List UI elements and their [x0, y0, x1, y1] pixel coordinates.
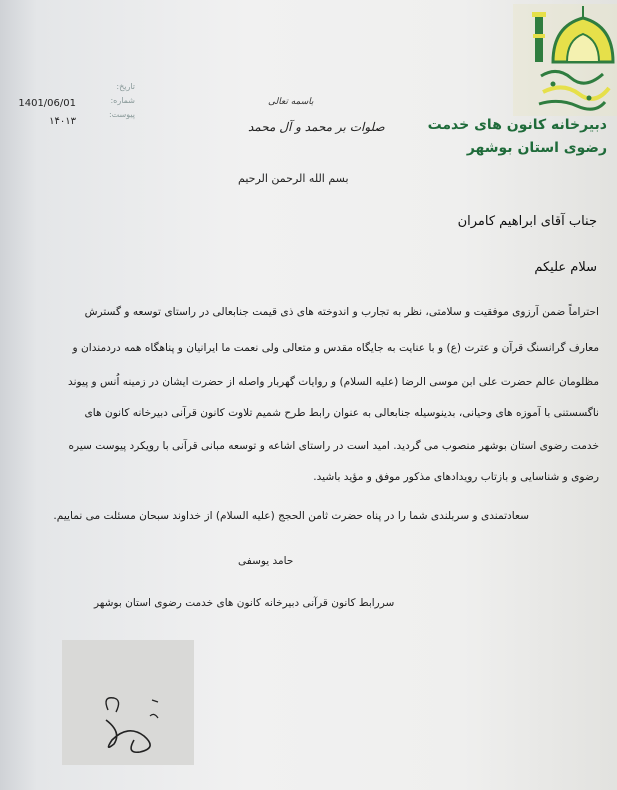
- signer-name: حامد یوسفی: [238, 555, 294, 567]
- letter-number: ۱۴۰۱۳: [49, 116, 76, 127]
- closing-line: سعادتمندی و سربلندی شما را در پناه حضرت ثامن الحجج (علیه السلام) از خداوند سبحان مسئلت می نماییم.: [53, 510, 529, 522]
- addressee: جناب آقای ابراهیم کامران: [457, 214, 597, 229]
- organization-name-line1: دبیرخانه کانون های خدمت: [427, 117, 607, 133]
- body-line: رضوی و شناسایی و بازتاب رویدادهای مذکور موفق و مؤید باشید.: [313, 471, 599, 483]
- letter-date: 1401/06/01: [18, 98, 76, 109]
- body-line: خدمت رضوی استان بوشهر منصوب می گردید. امید است در راستای اشاعه و توسعه مبانی قرآنی با رویکرد پیوست سیره: [68, 440, 599, 452]
- body-line: ناگسستنی با آموزه های وحیانی، بدینوسیله جنابعالی به عنوان رابط طرح شمیم تلاوت کانون قرآنی دبیرخانه کانون های: [84, 407, 599, 419]
- number-label: شماره:: [110, 96, 135, 105]
- meta-values: [6, 95, 76, 131]
- date-label: تاریخ:: [116, 82, 135, 91]
- signature: [62, 640, 194, 765]
- attachment-label: پیوست:: [108, 110, 135, 119]
- salawat-line: صلوات بر محمد و آل محمد: [248, 120, 385, 134]
- body-line: احتراماً ضمن آرزوی موفقیت و سلامتی، نظر به تجارب و اندوخته های ذی قیمت جنابعالی در راستای توسعه و گسترش: [84, 306, 599, 318]
- organization-name-line2: رضوی استان بوشهر: [466, 140, 607, 156]
- organization-logo: [513, 4, 617, 116]
- meta-labels: [95, 80, 135, 122]
- salawat-heading: باسمه تعالی: [268, 97, 314, 107]
- greeting: سلام علیکم: [534, 260, 597, 275]
- body-line: مظلومان عالم حضرت علی ابن موسی الرضا (علیه السلام) و روایات گهربار واصله از حضرت ایشان در زمینه اُنس و پیوند: [68, 376, 599, 388]
- signer-title: سررابط کانون قرآنی دبیرخانه کانون های خدمت رضوی استان بوشهر: [94, 597, 395, 609]
- bismillah: بسم الله الرحمن الرحیم: [238, 172, 349, 185]
- body-line: معارف گرانسنگ قرآن و عترت (ع) و با عنایت به جایگاه مقدس و متعالی ولی نعمت ما ایرانیان و پناهگاه همه دردمندان و: [72, 342, 599, 354]
